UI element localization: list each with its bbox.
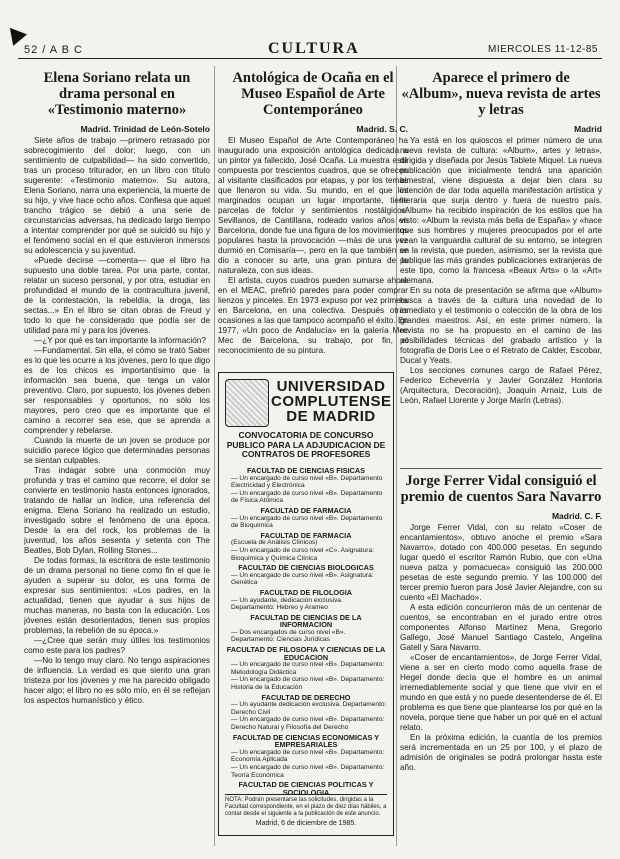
faculty-heading: FACULTAD DE FARMACIA <box>260 505 352 515</box>
page-number: 52 / A B C <box>24 44 83 56</box>
position-line: (Escuela de Análisis Clínicos) <box>231 539 318 547</box>
issue-date: MIERCOLES 11-12-85 <box>488 44 598 55</box>
article-byline: Madrid <box>574 124 602 134</box>
position-line: — Un encargado de curso nivel «B». Departamento: Historia de la Educación <box>231 676 385 692</box>
position-line: — Un encargado de curso nivel «B». Departamento: Teoría Económica <box>231 763 385 779</box>
ad-subtitle: CONVOCATORIA DE CONCURSO PUBLICO PARA LA ADJUDICACION DE CONTRATOS DE PROFESORES <box>226 430 386 459</box>
article-headline: Aparece el primero de «Album», nueva revista de artes y letras <box>401 70 601 118</box>
position-line: — Un ayudante, dedicación exclusiva. Departamento: Hebreo y Arameo <box>231 596 343 612</box>
ad-rule <box>225 794 387 795</box>
position-line: — Un encargado de curso nivel «B». Departamento de Bioquímica <box>231 514 383 530</box>
paragraph: «Coser de encantamientos», de Jorge Ferrer Vidal, viene a ser en cierto modo como aquella frase de Hegel donde decía que el hombre es un animal irremediablemente social y que tiene que vivir en el mundo en que está y no puede desentenderse de él. El problema es que tiene que plantearse los por qué en la novela, porque tiene que haber un por qué en el actual relato. <box>400 653 602 732</box>
page-header <box>0 0 620 64</box>
article-body <box>218 136 408 356</box>
ad-footer <box>225 794 387 827</box>
faculty-heading: FACULTAD DE CIENCIAS ECONOMICAS Y EMPRESARIALES <box>232 732 380 750</box>
paragraph: Ya está en los quioscos el primer número de una nueva revista de cultura: «Album», artes y letras», dirigida y diseñada por Jesús Tablete Miquel. La nueva publicación que inicialmente tendrá una aparición bimestral, viene dispuesta a dejar bien clara su intención de dar toda aquella manifestación artística y literaria que surja dentro y fuera de nuestro país. «Album» ha recibido inspiración de los estilos que ha visto: «Album la revista más bella de España» y «hace que sus hombres y mujeres preocupados por el arte vean la vanguardia cultural de su entorno, se integren en la revista, que pueden, asimismo, ser la revista que publique las más grandes publicaciones extranjeras de este tipo, como la francesa «Beaux Arts» o la «Art» alemana. <box>400 136 602 285</box>
paragraph: Cuando la muerte de un joven se produce por suicidio parece lógico que determinadas personas se sientan culpables. <box>24 436 210 465</box>
university-seal-icon <box>225 379 269 427</box>
ad-heading-line: DE MADRID <box>286 408 376 425</box>
position-line: — Un encargado de curso nivel «B». Departamento Electricidad y Electrónica <box>231 474 383 490</box>
paragraph: Los secciones comunes cargo de Rafael Pérez, Federico Echeverría y Javier González Hontoria (Arquitectura, Decoración), Joaquín Arnaiz, Luis de León, Rafael Llorente y Jorge Marín (Letras). <box>400 366 602 405</box>
paragraph: En la próxima edición, la cuantía de los premios será incrementada en un 25 por 100, y el plazo de admisión de originales se podrá prolongar hasta este año. <box>400 733 602 772</box>
ad-heading <box>271 379 391 424</box>
paragraph: El Museo Español de Arte Contemporáneo ha inaugurado una exposición antológica dedicada a un pintor ya fallecido, José Ocaña. La muestra está compuesta por trescientos cuadros, que se ofrecen al visitante clasificados por etapas, y por los temas que llenaron su vida. Su mundo, en el que los marginados ocupan un lugar importante, tiene parcelas de folclor y sentimientos nostálgicos. Sevillanos, de Cantillana, rodeado varios años en Barcelona, donde fue una figura de los movimientos populares hasta la provocación —más de una vez durmió en Comisaría—, pero en la que también se dio a conocer su arte, una gran pintura de la naturaleza, con sus ideas. <box>218 136 408 275</box>
paragraph: A esta edición concurrieron más de un centenar de cuentos, se encontraban en el jurado entre otros componentes Alfonso Martínez Mena, Gregorio Gallego, José Manuel Santiago Castelo, Angelina Gatell y Sara Navarro. <box>400 603 602 652</box>
ad-heading-line: UNIVERSIDAD <box>276 378 386 395</box>
article-body <box>24 136 210 706</box>
paragraph: —Fundamental. Sin ella, el cómo se trató Saber es lo que les ocurre a los jóvenes, pero lo que digo es de los chicos es importantísimo que la información sea buena, que tenga un valor preventivo. Claro, por supuesto, los jóvenes deben ser responsables y oportunos, no sólo los mayores, pero creo que es importante que el camino a recorrer sea ese, que se aprenda a comprender y rebelarse. <box>24 346 210 435</box>
article-headline: Jorge Ferrer Vidal consiguió el premio de cuentos Sara Navarro <box>400 473 602 505</box>
position-line: — Un encargado de curso nivel «B». Asignatura: Genética <box>231 571 374 587</box>
paragraph: En su nota de presentación se afirma que «Album» busca a través de la cultura una novedad de lo inmediato y el testimonio o colección de la obra de los grandes maestros. Así, en este primer número, la revista no se ha propuesto en el camino de las posibilidades técnicas del grabado artístico y la fotografía de Doris Lee o el Retrato de Calder, Escobar, Ducal y Yeats. <box>400 286 602 365</box>
paragraph: —No lo tengo muy claro. No tengo aspiraciones de influencia. La verdad es que siento una gran tristeza por los jóvenes y me ha parecido obligado hacer algo; el libro no es sólo mío, en él se reflejan los aspectos humanístico y ético. <box>24 656 210 705</box>
paragraph: Siete años de trabajo —primero retrasado por sobrecogimiento del dolor; luego, con un sentimiento de culpabilidad— ha sido convertido, tras un proceso triturador, en un libro con título sugerente: «Testimonio materno». Su autora, Elena Soriano, narra una experiencia, la muerte de su hijo, y vive hace ocho años. Confiesa que aquel trancho trágico se debió a una serie de circunstancias adversas, ha dedicado largo tiempo a intentar comprender por qué se suicidó su hijo y el fenómeno social en el que estuvieron inmersos su adolescencia y su juventud. <box>24 136 210 255</box>
article-ocana <box>218 66 408 366</box>
paragraph: —¿Y por qué es tan importante la información? <box>34 336 206 345</box>
article-byline: Madrid. S. C. <box>356 124 408 134</box>
article-elena-soriano <box>24 66 210 846</box>
position-line: — Un encargado de curso nivel «B». Departamento: Economía Aplicada <box>231 748 385 764</box>
ad-note: NOTA: Podrán presentarse las solicitudes, dirigidas a la Facultad correspondiente, en el plazo de diez días hábiles, a contar desde el siguiente a la publicación de este anuncio. <box>225 797 387 817</box>
paragraph: De todas formas, la escritora de este testimonio de un drama personal no tiene como fin el que le ayuden a superar su dolor, es una forma de expresar sus sentimientos: «Los padres, en la actualidad, tienen que ayudar a sus hijos de muchas maneras, no basta con la educación. Los jóvenes están desorientados, tienen sus propios problemas, la rebelión de su época.» <box>24 556 210 635</box>
position-line: — Un encargado de curso nivel «B». Departamento: Metodología Didáctica <box>231 661 385 676</box>
article-body <box>400 136 602 406</box>
article-headline: Antológica de Ocaña en el Museo Español de Arte Contemporáneo <box>232 70 394 118</box>
faculty-heading: FACULTAD DE CIENCIAS DE LA INFORMACION <box>250 612 362 630</box>
corner-mark-icon <box>3 22 27 46</box>
paragraph: —¿Cree que serán muy útiles los testimonios como este para los padres? <box>24 636 210 655</box>
position-line: — Un encargado de curso nivel «C». Asignatura: Bioquímica y Química Clínica <box>231 546 374 562</box>
faculty-heading: FACULTAD DE CIENCIAS BIOLOGICAS <box>238 563 374 573</box>
ad-date: Madrid, 6 de diciembre de 1985. <box>255 820 357 827</box>
faculty-heading: FACULTAD DE DERECHO <box>261 692 351 702</box>
position-line: — Un encargado de curso nivel «B». Departamento de Física Atómica <box>231 489 383 505</box>
ad-faculty-list <box>225 465 387 795</box>
section-title: CULTURA <box>268 40 360 57</box>
article-body <box>400 523 602 773</box>
paragraph: Tras indagar sobre una conmoción muy profunda y tras el camino que recorre, el dolor se convierte en testimonio hasta entonces ignorados, tratando de hallar un índice, una referencia del enigma. Elena Soriano ha realizado un estudio, investigado sobre el fenómeno de una época. Desde la era del rock, los problemas de la juventud, los años sesenta y setenta con The Beatles, Bob Dylan, Rolling Stones... <box>24 466 210 555</box>
article-byline: Madrid. Trinidad de León-Sotelo <box>80 124 210 134</box>
faculty-heading: FACULTAD DE FILOLOGIA <box>259 587 353 597</box>
position-line: — Un ayudante dedicación exclusiva. Departamento: Derecho Civil <box>231 701 387 716</box>
faculty-heading: FACULTAD DE CIENCIAS FISICAS <box>246 466 366 475</box>
faculty-heading: FACULTAD DE FARMACIA <box>260 530 352 540</box>
paragraph: «Puede decirse —comenta— que el libro ha supuesto una doble tarea. Por una parte, contar, relatar un suceso personal, y por otra, estudiar en profundidad el mundo de la contracultura juvenil, de la contestación, la rebeldía, la droga, las sectas...» En el libro se citan obras de Freud y todo lo que he considerado que podía ser de utilidad para mí y para los jóvenes. <box>24 256 210 335</box>
faculty-heading: FACULTAD DE FILOSOFIA Y CIENCIAS DE LA EDUCACION <box>226 645 386 662</box>
ad-heading-line: COMPLUTENSE <box>271 393 392 410</box>
article-ferrer-vidal <box>400 469 602 845</box>
article-byline: Madrid. C. F. <box>551 511 602 521</box>
position-line: — Dos encargados de curso nivel «B». Departamento: Ciencias Jurídicas <box>231 628 346 644</box>
header-rule <box>18 58 602 59</box>
paragraph: El artista, cuyos cuadros pueden sumarse ahora en el MEAC, prefirió paredes para poder comprar lienzos y pinceles. En 1973 expuso por vez primera en Barcelona, en una colectiva. Después otras ocasiones a las que tampoco acompañó el éxito. En 1977, «Un poco de Andalucía» en la galería Mec Mec de Barcelona, su trabajo, por fin, el reconocimiento de su pintura. <box>218 276 408 355</box>
article-headline: Elena Soriano relata un drama personal en «Testimonio materno» <box>43 70 191 118</box>
faculty-heading: FACULTAD DE CIENCIAS POLITICAS Y SOCIOLOGIA <box>238 780 374 795</box>
column-right <box>400 66 602 846</box>
article-album <box>400 66 602 466</box>
university-advertisement <box>218 372 394 836</box>
position-line: — Un encargado de curso nivel «B». Departamento: Derecho Natural y Filosofía del Derecho <box>231 716 385 731</box>
column-divider <box>214 66 215 846</box>
paragraph: Jorge Ferrer Vidal, con su relato «Coser de encantamientos», obtuvo anoche el premio «Sara Navarro», dotado con 400.000 pesetas. En segundo lugar quedó el escritor Ramón Rubio, que con «Una nueva palza y pornacueca» consiguió las 200.000 pesetas de este segundo premio. Y las 100.000 del tercer premio fueron para José Javier Alejandre, con su cuento «El Machado». <box>400 523 602 602</box>
